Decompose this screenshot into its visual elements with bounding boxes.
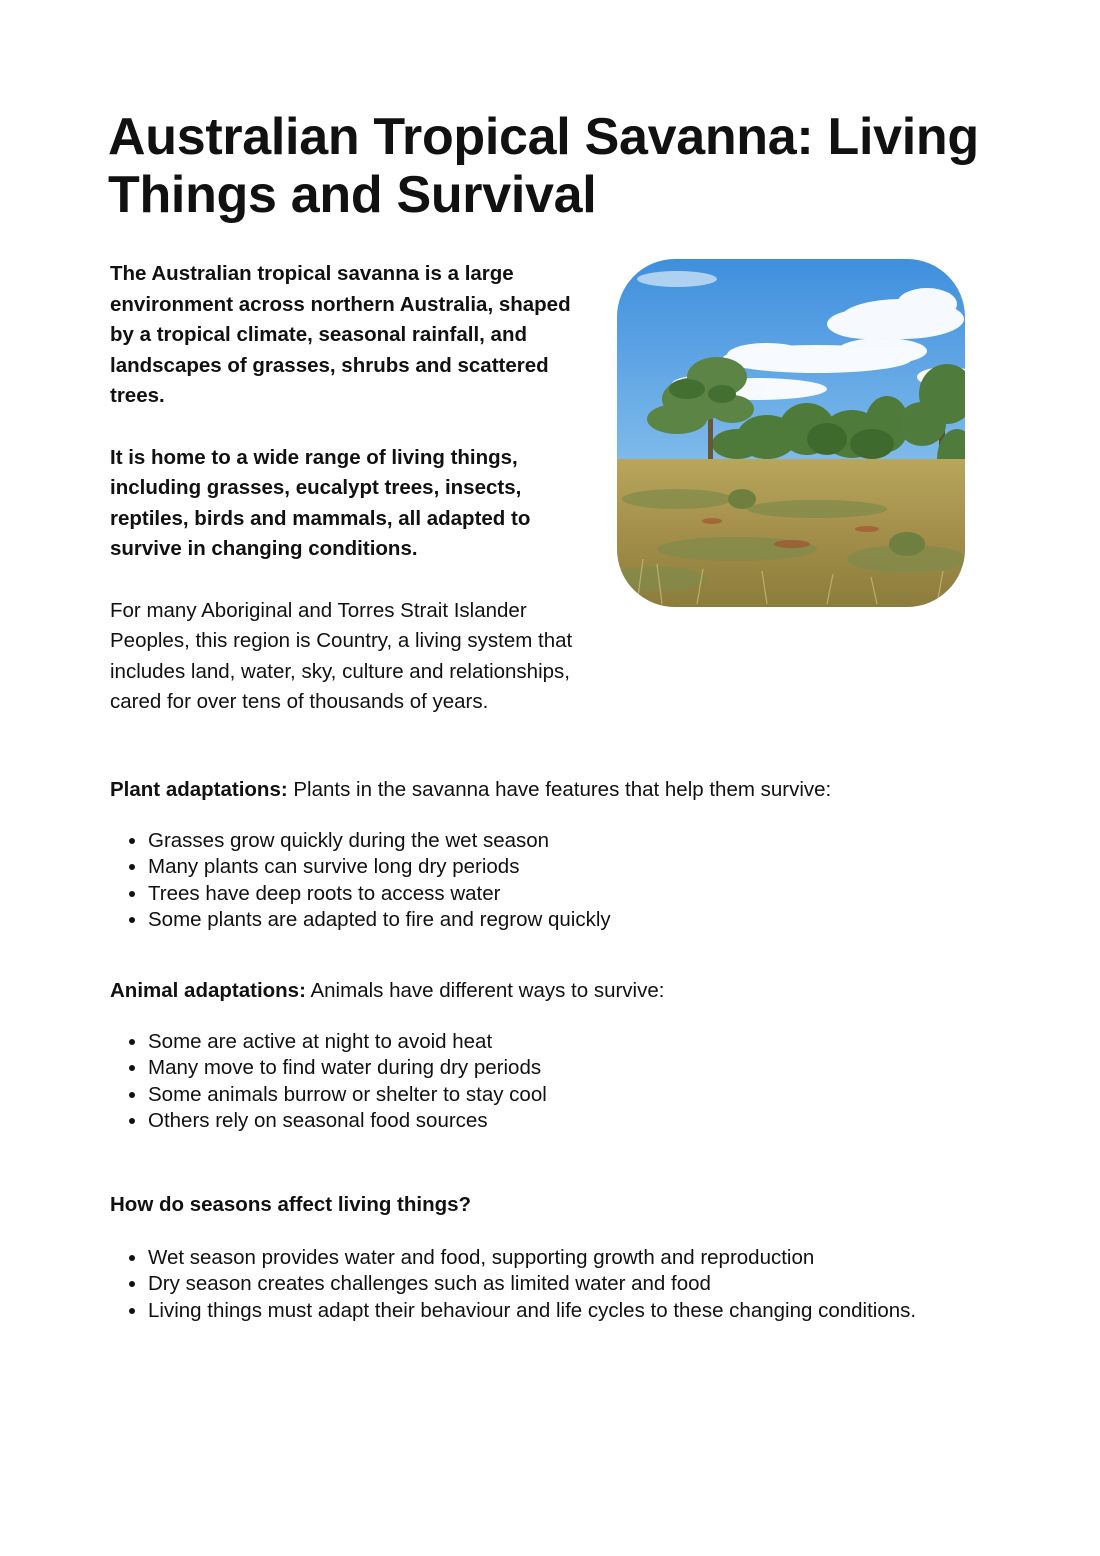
animal-adaptations-text: Animals have different ways to survive: [305,979,665,1002]
plant-adaptations-heading: Plant adaptations: [110,778,288,801]
seasons-list [110,1245,1010,1324]
seasons-heading-text: How do seasons affect living things? [110,1193,472,1216]
list-item: • Many plants can survive long dry periods [148,854,1010,880]
seasons-section [110,1190,1010,1324]
list-item: • Some are active at night to avoid heat [148,1029,1010,1055]
list-item: • Some plants are adapted to fire and regrow quickly [148,907,1010,933]
seasons-heading [110,1190,1010,1220]
plant-adaptations-text: Plants in the savanna have features that help them survive: [287,778,832,801]
list-item: • Living things must adapt their behaviour and life cycles to these changing conditions. [148,1298,1010,1324]
plant-adaptations-intro [110,775,1010,805]
intro-paragraph-1: The Australian tropical savanna is a large environment across northern Australia, shaped by a tropical climate, seasonal rainfall, and landscapes of grasses, shrubs and scattered trees. [110,262,571,407]
animal-adaptations-list [110,1029,1010,1134]
page-title: Australian Tropical Savanna: Living Things and Survival [108,108,979,224]
list-item: • Many move to find water during dry periods [148,1055,1010,1081]
list-item: • Trees have deep roots to access water [148,881,1010,907]
list-item: • Grasses grow quickly during the wet season [148,828,1010,854]
savanna-landscape-photo [617,259,965,607]
intro-paragraph-2: It is home to a wide range of living things, including grasses, eucalypt trees, insects, reptiles, birds and mammals, all adapted to survive in changing conditions. [110,445,531,560]
intro-text [110,259,590,749]
plant-adaptations-section [110,775,1010,933]
list-item: • Some animals burrow or shelter to stay cool [148,1082,1010,1108]
animal-adaptations-intro [110,976,1010,1006]
list-item: • Others rely on seasonal food sources [148,1108,1010,1134]
animal-adaptations-section [110,976,1010,1134]
intro-paragraph-3: For many Aboriginal and Torres Strait Islander Peoples, this region is Country, a living system that includes land, water, sky, culture and relationships, cared for over tens of thousands of years. [110,598,573,713]
plant-adaptations-list [110,828,1010,933]
animal-adaptations-heading: Animal adaptations: [110,979,306,1002]
list-item: • Wet season provides water and food, supporting growth and reproduction [148,1245,1010,1271]
list-item: • Dry season creates challenges such as limited water and food [148,1271,1010,1297]
